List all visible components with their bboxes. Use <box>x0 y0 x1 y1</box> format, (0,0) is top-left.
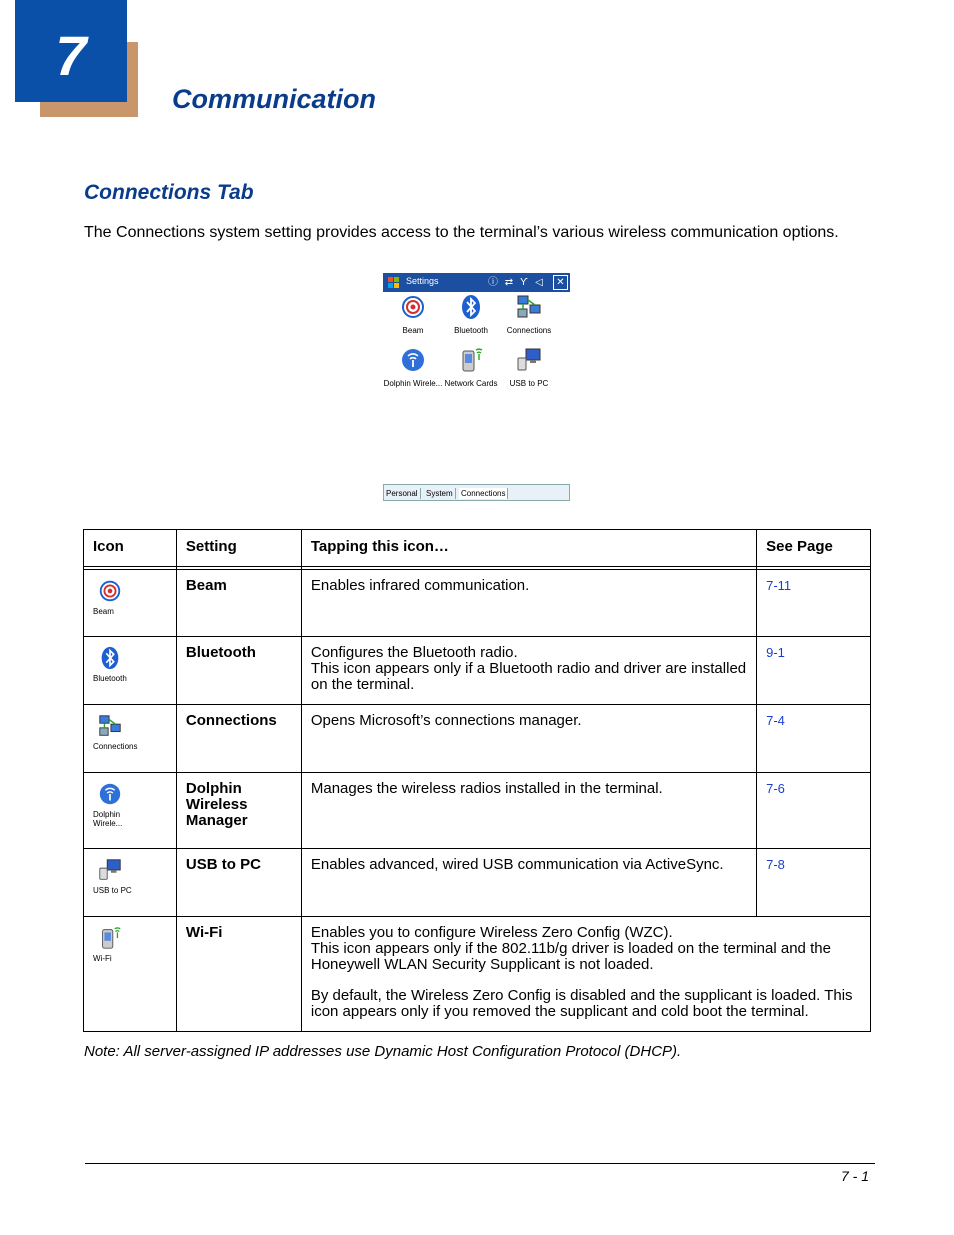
connections-icon <box>515 293 543 321</box>
page-ref-cell <box>757 637 871 705</box>
network-cards-icon <box>457 346 485 374</box>
connections-settings-table <box>83 529 871 1032</box>
header-description: Tapping this icon… <box>301 530 756 567</box>
note: Note: All server-assigned IP addresses use Dynamic Host Configuration Protocol (DHCP). <box>84 1043 682 1060</box>
setting-name: Dolphin Wireless Manager <box>176 773 301 849</box>
setting-description: Enables you to configure Wireless Zero Config (WZC). This icon appears only if the 802.11b/g driver is loaded on the terminal and the Honeywell WLAN Security Supplicant is not loaded. By default, the Wireless Zero Config is disabled and the supplicant is loaded. This icon appears only if you removed the supplicant and cold boot the terminal. <box>301 917 870 1032</box>
close-icon[interactable]: ✕ <box>553 275 568 290</box>
usb-to-pc-icon <box>515 346 543 374</box>
device-icon-connections[interactable]: Connections <box>499 293 559 336</box>
tab-personal[interactable]: Personal <box>384 488 421 499</box>
page-link[interactable]: 7-4 <box>766 713 785 728</box>
setting-name: Connections <box>176 705 301 773</box>
wifi-icon <box>97 925 123 951</box>
setting-name: Wi-Fi <box>176 917 301 1032</box>
setting-description: Configures the Bluetooth radio. This icon appears only if a Bluetooth radio and driver are installed on the terminal. <box>301 637 756 705</box>
dolphin-wireless-icon <box>399 346 427 374</box>
icon-cell: Beam <box>84 570 177 637</box>
device-screenshot <box>383 273 570 503</box>
header-icon: Icon <box>84 530 177 567</box>
connectivity-icon[interactable]: ⇄ <box>504 277 514 288</box>
bluetooth-icon <box>457 293 485 321</box>
setting-name: Beam <box>176 570 301 637</box>
page-ref-cell <box>757 570 871 637</box>
table-row <box>84 705 871 773</box>
setting-description: Enables infrared communication. <box>301 570 756 637</box>
device-icon-dolphin-wireless[interactable]: Dolphin Wirele... <box>383 346 443 389</box>
setting-description: Enables advanced, wired USB communication via ActiveSync. <box>301 849 756 917</box>
section-title: Connections Tab <box>84 181 254 204</box>
device-icon-usb-to-pc[interactable]: USB to PC <box>499 346 559 389</box>
page-link[interactable]: 7-11 <box>766 578 792 593</box>
windows-start-icon[interactable] <box>387 276 401 289</box>
device-icon-beam[interactable]: Beam <box>383 293 443 336</box>
antenna-icon[interactable]: Ƴ <box>520 277 528 288</box>
intro-paragraph: The Connections system setting provides access to the terminal’s various wireless communication options. <box>84 224 839 241</box>
page-ref-cell <box>757 705 871 773</box>
icon-cell: Connections <box>84 705 177 773</box>
page-link[interactable]: 7-6 <box>766 781 785 796</box>
header-setting: Setting <box>176 530 301 567</box>
setting-description: Manages the wireless radios installed in the terminal. <box>301 773 756 849</box>
table-row <box>84 637 871 705</box>
usb-to-pc-icon <box>97 857 123 883</box>
icon-cell: Dolphin Wirele... <box>84 773 177 849</box>
page-link[interactable]: 7-8 <box>766 857 785 872</box>
dolphin-wireless-icon <box>97 781 123 807</box>
device-icon-network-cards[interactable]: Network Cards <box>441 346 501 389</box>
beam-icon <box>399 293 427 321</box>
connections-icon <box>97 713 123 739</box>
icon-cell: Wi-Fi <box>84 917 177 1032</box>
chapter-number: 7 <box>55 24 87 87</box>
device-tab-bar <box>383 484 570 501</box>
footer-rule <box>85 1163 875 1164</box>
table-row <box>84 849 871 917</box>
bluetooth-icon <box>97 645 123 671</box>
info-icon[interactable]: ⓘ <box>488 277 498 288</box>
device-title: Settings <box>406 276 439 286</box>
device-icon-bluetooth[interactable]: Bluetooth <box>441 293 501 336</box>
footer-page-number: 7 - 1 <box>840 1168 869 1184</box>
beam-icon <box>97 578 123 604</box>
table-row <box>84 917 871 1032</box>
chapter-title: Communication <box>172 84 377 114</box>
table-row <box>84 773 871 849</box>
setting-description: Opens Microsoft’s connections manager. <box>301 705 756 773</box>
icon-cell: Bluetooth <box>84 637 177 705</box>
tab-system[interactable]: System <box>424 488 456 499</box>
page-ref-cell <box>757 773 871 849</box>
table-row <box>84 570 871 637</box>
volume-icon[interactable]: ◁ <box>535 277 543 288</box>
icon-cell: USB to PC <box>84 849 177 917</box>
device-titlebar <box>383 273 570 292</box>
table-header-row <box>84 530 871 567</box>
header-see-page: See Page <box>757 530 871 567</box>
page-link[interactable]: 9-1 <box>766 645 785 660</box>
setting-name: Bluetooth <box>176 637 301 705</box>
tab-connections[interactable]: Connections <box>459 488 508 499</box>
page-ref-cell <box>757 849 871 917</box>
setting-name: USB to PC <box>176 849 301 917</box>
